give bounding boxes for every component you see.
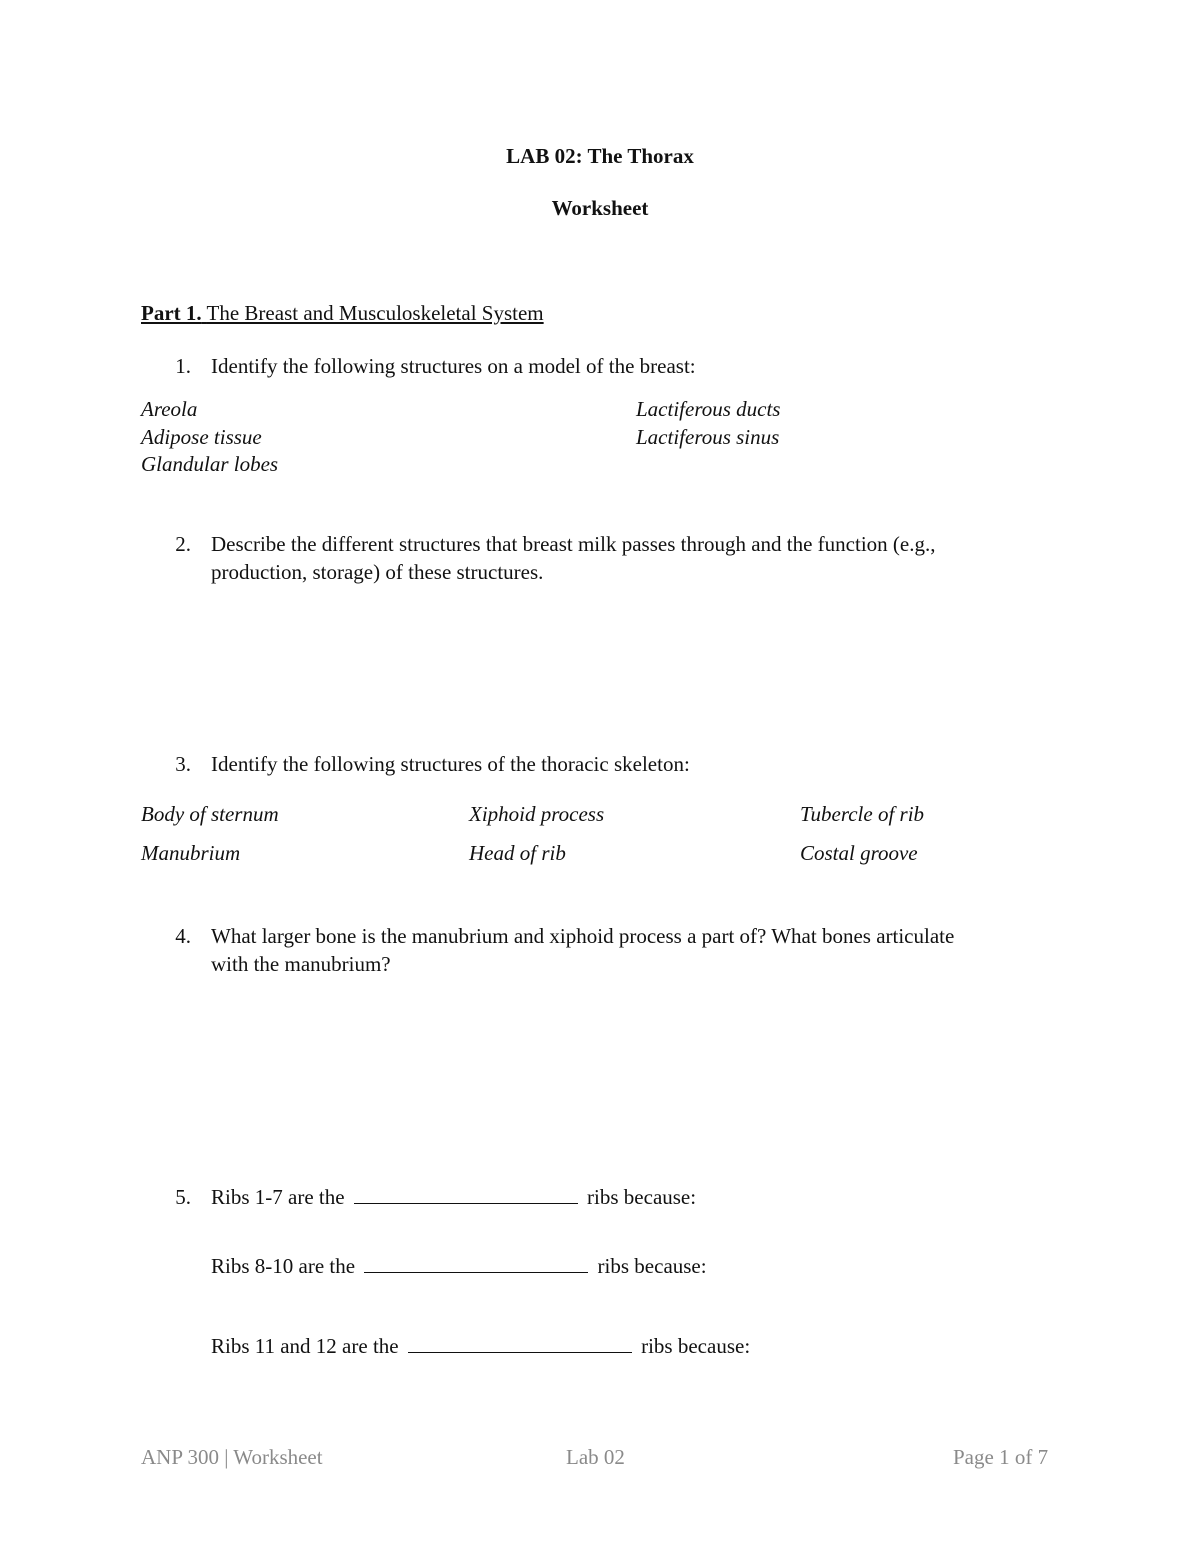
q5-line-c <box>211 1334 750 1359</box>
q1-term: Lactiferous sinus <box>636 425 780 449</box>
part1-label: Part 1. <box>141 301 202 325</box>
q5-a-blank[interactable] <box>354 1185 578 1204</box>
q4-number: 4. <box>175 924 191 948</box>
q3-term: Tubercle of rib <box>800 802 925 826</box>
q1-term: Adipose tissue <box>141 425 262 449</box>
q5-line-b <box>211 1254 707 1279</box>
q4-text-line1: What larger bone is the manubrium and xiphoid process a part of? What bones articulate <box>211 924 955 948</box>
q2-number: 2. <box>175 532 191 556</box>
q3-term: Xiphoid process <box>469 802 605 826</box>
q5-b-prefix: Ribs 8-10 are the <box>211 1254 356 1278</box>
q3-term: Manubrium <box>141 841 241 865</box>
q3-term: Head of rib <box>469 841 566 865</box>
q1-number: 1. <box>175 354 191 378</box>
q5-b-suffix: ribs because: <box>597 1254 707 1278</box>
q1-term: Areola <box>141 397 198 421</box>
q3-term: Body of sternum <box>141 802 279 826</box>
q5-b-blank[interactable] <box>364 1254 588 1273</box>
q2-text-line1: Describe the different structures that breast milk passes through and the function (e.g., <box>211 532 936 556</box>
q5-c-blank[interactable] <box>408 1334 632 1353</box>
page-subtitle: Worksheet <box>551 196 649 220</box>
footer-left: ANP 300 | Worksheet <box>141 1445 323 1469</box>
q1-term: Lactiferous ducts <box>636 397 781 421</box>
q5-c-suffix: ribs because: <box>641 1334 751 1358</box>
part1-heading <box>141 301 544 326</box>
footer-page-number: Page 1 of 7 <box>953 1445 1049 1469</box>
q4-text-line2: with the manubrium? <box>211 952 391 976</box>
q5-c-prefix: Ribs 11 and 12 are the <box>211 1334 399 1358</box>
q5-line-a <box>211 1185 696 1210</box>
q5-a-suffix: ribs because: <box>587 1185 697 1209</box>
q5-a-prefix: Ribs 1-7 are the <box>211 1185 345 1209</box>
footer-center: Lab 02 <box>566 1445 625 1469</box>
q3-text: Identify the following structures of the thoracic skeleton: <box>211 752 690 776</box>
q1-text: Identify the following structures on a model of the breast: <box>211 354 696 378</box>
q5-number: 5. <box>175 1185 191 1209</box>
q1-term: Glandular lobes <box>141 452 279 476</box>
part1-title: The Breast and Musculoskeletal System <box>206 301 544 325</box>
q3-number: 3. <box>175 752 191 776</box>
q2-text-line2: production, storage) of these structures. <box>211 560 544 584</box>
q3-term: Costal groove <box>800 841 918 865</box>
page-title: LAB 02: The Thorax <box>506 144 694 168</box>
